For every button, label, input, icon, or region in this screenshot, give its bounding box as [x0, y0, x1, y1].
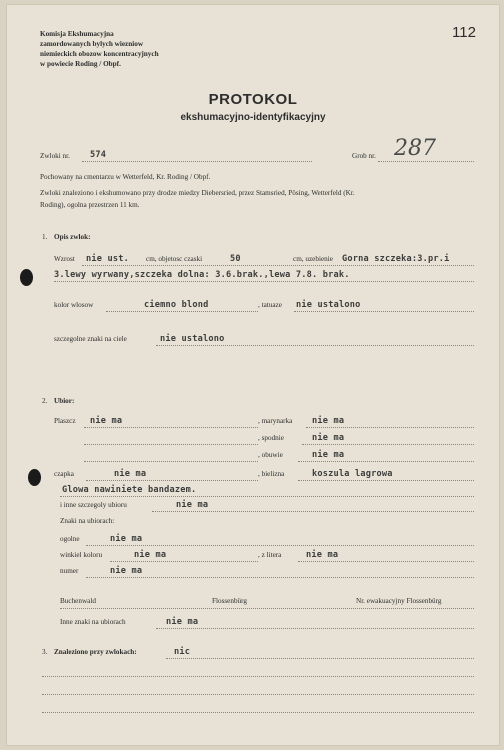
marynarka-label: , marynarka	[258, 417, 293, 425]
ogolne-value: nie ma	[110, 534, 143, 544]
zwloki-value: 574	[90, 150, 107, 160]
numer-value: nie ma	[110, 566, 143, 576]
litera-value: nie ma	[306, 550, 339, 560]
org-line-4: w powiecie Roding / Obpf.	[40, 60, 121, 68]
found-text-line1: Zwloki znaleziono i ekshumowano przy drodze miedzy Diebersried, przez Stamsried, Pösing, Wetterfeld (Kr.	[40, 189, 355, 197]
czapka-value: nie ma	[114, 469, 147, 479]
cm2-label: cm, uzebienie	[293, 255, 333, 263]
spodnie-value: nie ma	[312, 433, 345, 443]
nr-ewakuacyjny-label: Nr. ewakuacyjny Flossenbürg	[356, 597, 442, 605]
document-subtitle: ekshumacyjno-identyfikacyjny	[180, 112, 326, 123]
winkiel-label: winkiel koloru	[60, 551, 103, 559]
inne-szczegoly-label: i inne szczegoly ubioru	[60, 501, 127, 509]
uzebienie-line2: 3.lewy wyrwany,szczeka dolna: 3.6.brak.,lewa 7.8. brak.	[54, 270, 350, 280]
section3-heading: Znaleziono przy zwlokach:	[54, 648, 137, 656]
obuwie-value: nie ma	[312, 450, 345, 460]
page-number: 112	[452, 24, 476, 41]
wzrost-label: Wzrost	[54, 255, 75, 263]
uzebienie-value: Gorna szczeka:3.pr.i	[342, 254, 450, 264]
punch-hole	[20, 269, 33, 286]
punch-hole	[28, 469, 41, 486]
section3-number: 3.	[42, 648, 48, 656]
org-line-2: zamordowanych bylych wiezniow	[40, 40, 144, 48]
spodnie-label: , spodnie	[258, 434, 284, 442]
section1-heading: Opis zwlok:	[54, 233, 91, 241]
numer-label: numer	[60, 567, 79, 575]
document-page	[6, 4, 500, 746]
flossenburg-label: Flossenbürg	[212, 597, 248, 605]
zwloki-label: Zwloki nr.	[40, 152, 70, 160]
marynarka-value: nie ma	[312, 416, 345, 426]
grob-label: Grob nr.	[352, 152, 376, 160]
org-line-1: Komisja Ekshumacyjna	[40, 30, 114, 38]
obuwie-label: , obuwie	[258, 451, 283, 459]
org-line-3: niemieckich obozow koncentracyjnych	[40, 50, 159, 58]
bielizna-value: koszula lagrowa	[312, 469, 393, 479]
winkiel-value: nie ma	[134, 550, 167, 560]
document-title: PROTOKOL	[208, 91, 298, 108]
inne-znaki-value: nie ma	[166, 617, 199, 627]
znaki-label: szczegolne znaki na ciele	[54, 335, 127, 343]
section3-value: nic	[174, 647, 191, 657]
glowa-value: Glowa nawiniete bandazem.	[62, 485, 197, 495]
bielizna-label: , bielizna	[258, 470, 285, 478]
kolor-label: kolor wlosow	[54, 301, 94, 309]
buried-text: Pochowany na cmentarzu w Wetterfeld, Kr. Roding / Obpf.	[40, 173, 211, 181]
buchenwald-label: Buchenwald	[60, 597, 96, 605]
litera-label: , z litera	[258, 551, 282, 559]
czapka-label: czapka	[54, 470, 74, 478]
grob-value: 287	[394, 136, 436, 161]
inne-znaki-label: Inne znaki na ubiorach	[60, 618, 126, 626]
wzrost-value: nie ust.	[86, 254, 129, 264]
inne-szczegoly-value: nie ma	[176, 500, 209, 510]
section2-number: 2.	[42, 397, 48, 405]
znaki-value: nie ustalono	[160, 334, 225, 344]
section2-heading: Ubior:	[54, 397, 75, 405]
plaszcz-label: Plaszcz	[54, 417, 76, 425]
section1-number: 1.	[42, 233, 48, 241]
cm1-label: cm, objetosc czaski	[146, 255, 203, 263]
plaszcz-value: nie ma	[90, 416, 123, 426]
tatuaze-value: nie ustalono	[296, 300, 361, 310]
ogolne-label: ogolne	[60, 535, 80, 543]
kolor-value: ciemno blond	[144, 300, 209, 310]
czaszka-value: 50	[230, 254, 241, 264]
found-text-line2: Roding), ogolna przestrzen 11 km.	[40, 201, 140, 209]
tatuaze-label: , tatuaze	[258, 301, 282, 309]
znaki-ubior-label: Znaki na ubiorach:	[60, 517, 115, 525]
